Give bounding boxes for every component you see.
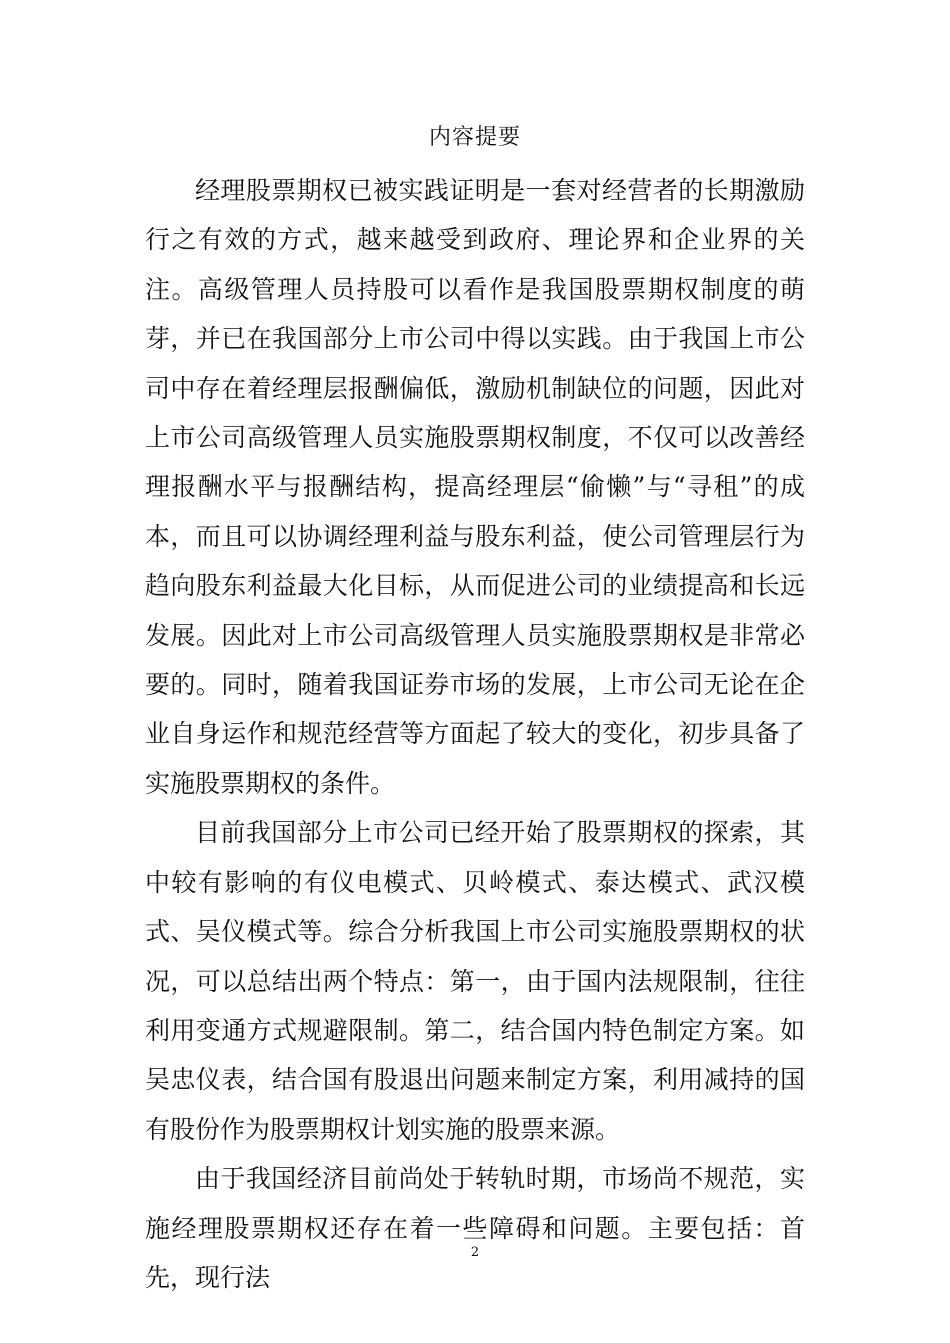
paragraph-3: 由于我国经济目前尚处于转轨时期，市场尚不规范，实施经理股票期权还存在着一些障碍和问题。主要包括：首先，现行法 <box>145 1164 805 1292</box>
paragraph-2: 目前我国部分上市公司已经开始了股票期权的探索，其中较有影响的有仪电模式、贝岭模式、泰达模式、武汉模式、吴仪模式等。综合分析我国上市公司实施股票期权的状况，可以总结出两个特点：第一，由于国内法规限制，往往利用变通方式规避限制。第二，结合国内特色制定方案。如吴忠仪表，结合国有股退出问题来制定方案，利用减持的国有股份作为股票期权计划实施的股票来源。 <box>145 818 805 1144</box>
body-text <box>145 166 805 1302</box>
paragraph-1: 经理股票期权已被实践证明是一套对经营者的长期激励行之有效的方式，越来越受到政府、理论界和企业界的关注。高级管理人员持股可以看作是我国股票期权制度的萌芽，并已在我国部分上市公司中得以实践。由于我国上市公司中存在着经理层报酬偏低，激励机制缺位的问题，因此对上市公司高级管理人员实施股票期权制度，不仅可以改善经理报酬水平与报酬结构，提高经理层“偷懒”与“寻租”的成本，而且可以协调经理利益与股东利益，使公司管理层行为趋向股东利益最大化目标，从而促进公司的业绩提高和长远发展。因此对上市公司高级管理人员实施股票期权是非常必要的。同时，随着我国证券市场的发展，上市公司无论在企业自身运作和规范经营等方面起了较大的变化，初步具备了实施股票期权的条件。 <box>145 176 805 798</box>
page-title: 内容提要 <box>428 125 521 150</box>
page-number: 2 <box>470 1245 480 1260</box>
